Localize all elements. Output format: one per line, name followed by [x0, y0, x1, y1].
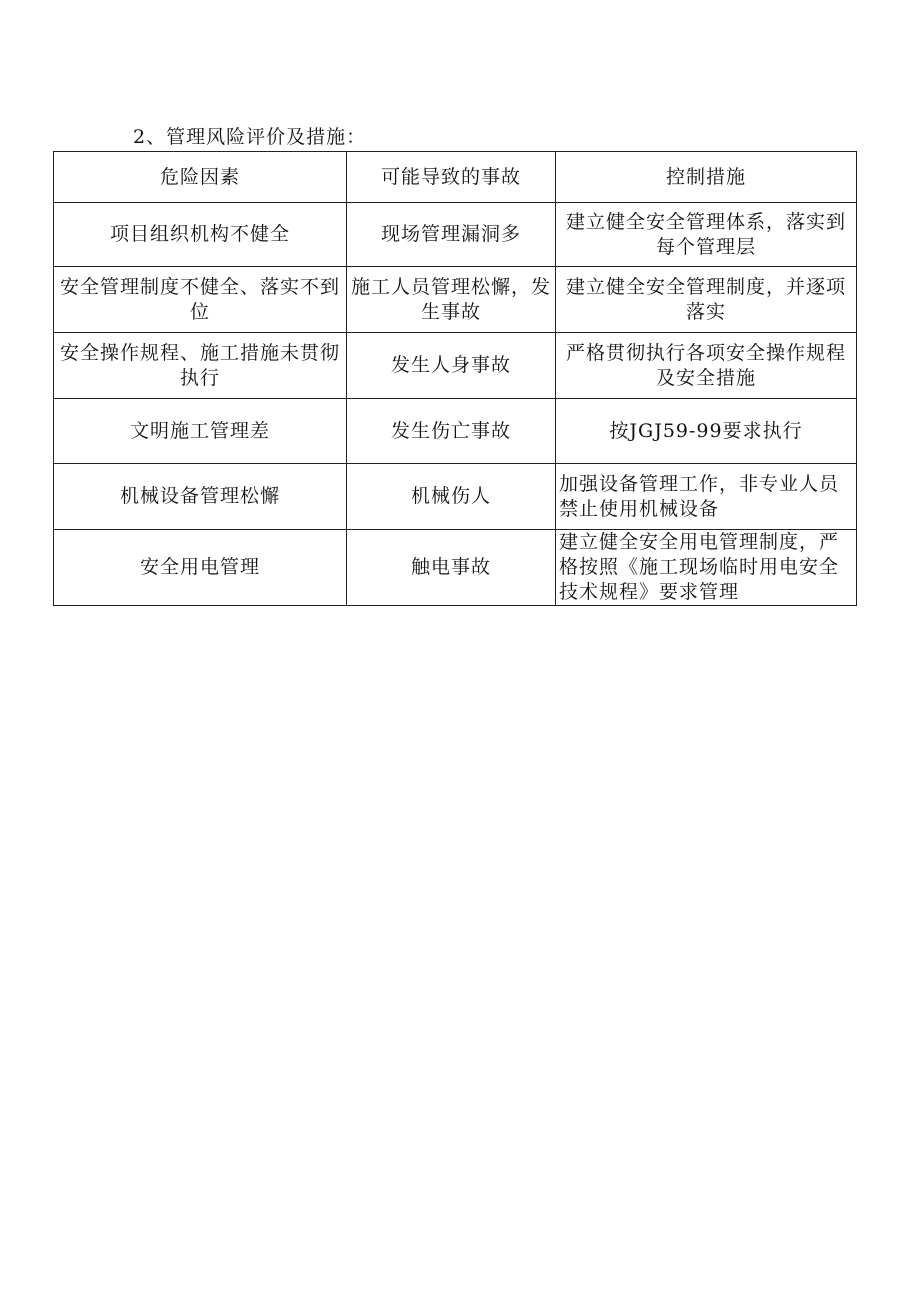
table-header-row [54, 152, 857, 203]
control-measure-cell: 按JGJ59-99要求执行 [556, 399, 857, 464]
table-row [54, 267, 857, 333]
possible-accident-cell: 发生伤亡事故 [347, 399, 556, 464]
hazard-factor-cell: 文明施工管理差 [54, 399, 347, 464]
possible-accident-cell: 施工人员管理松懈，发生事故 [347, 267, 556, 333]
control-measure-cell: 建立健全安全用电管理制度，严格按照《施工现场临时用电安全技术规程》要求管理 [556, 530, 857, 606]
possible-accident-cell: 现场管理漏洞多 [347, 203, 556, 267]
control-measure-cell: 严格贯彻执行各项安全操作规程及安全措施 [556, 333, 857, 399]
control-measure-cell: 建立健全安全管理体系，落实到每个管理层 [556, 203, 857, 267]
table-row [54, 203, 857, 267]
table-row [54, 333, 857, 399]
header-possible-accident: 可能导致的事故 [347, 152, 556, 203]
possible-accident-cell: 发生人身事故 [347, 333, 556, 399]
hazard-factor-cell: 机械设备管理松懈 [54, 464, 347, 530]
table-row [54, 464, 857, 530]
header-hazard-factor: 危险因素 [54, 152, 347, 203]
hazard-factor-cell: 安全管理制度不健全、落实不到位 [54, 267, 347, 333]
hazard-factor-cell: 安全用电管理 [54, 530, 347, 606]
section-heading: 2、管理风险评价及措施： [133, 126, 367, 148]
possible-accident-cell: 触电事故 [347, 530, 556, 606]
control-measure-cell: 建立健全安全管理制度，并逐项落实 [556, 267, 857, 333]
header-control-measures: 控制措施 [556, 152, 857, 203]
table-row [54, 399, 857, 464]
control-measure-cell: 加强设备管理工作，非专业人员禁止使用机械设备 [556, 464, 857, 530]
hazard-factor-cell: 安全操作规程、施工措施未贯彻执行 [54, 333, 347, 399]
hazard-factor-cell: 项目组织机构不健全 [54, 203, 347, 267]
table-row [54, 530, 857, 606]
possible-accident-cell: 机械伤人 [347, 464, 556, 530]
risk-assessment-table [53, 151, 857, 606]
